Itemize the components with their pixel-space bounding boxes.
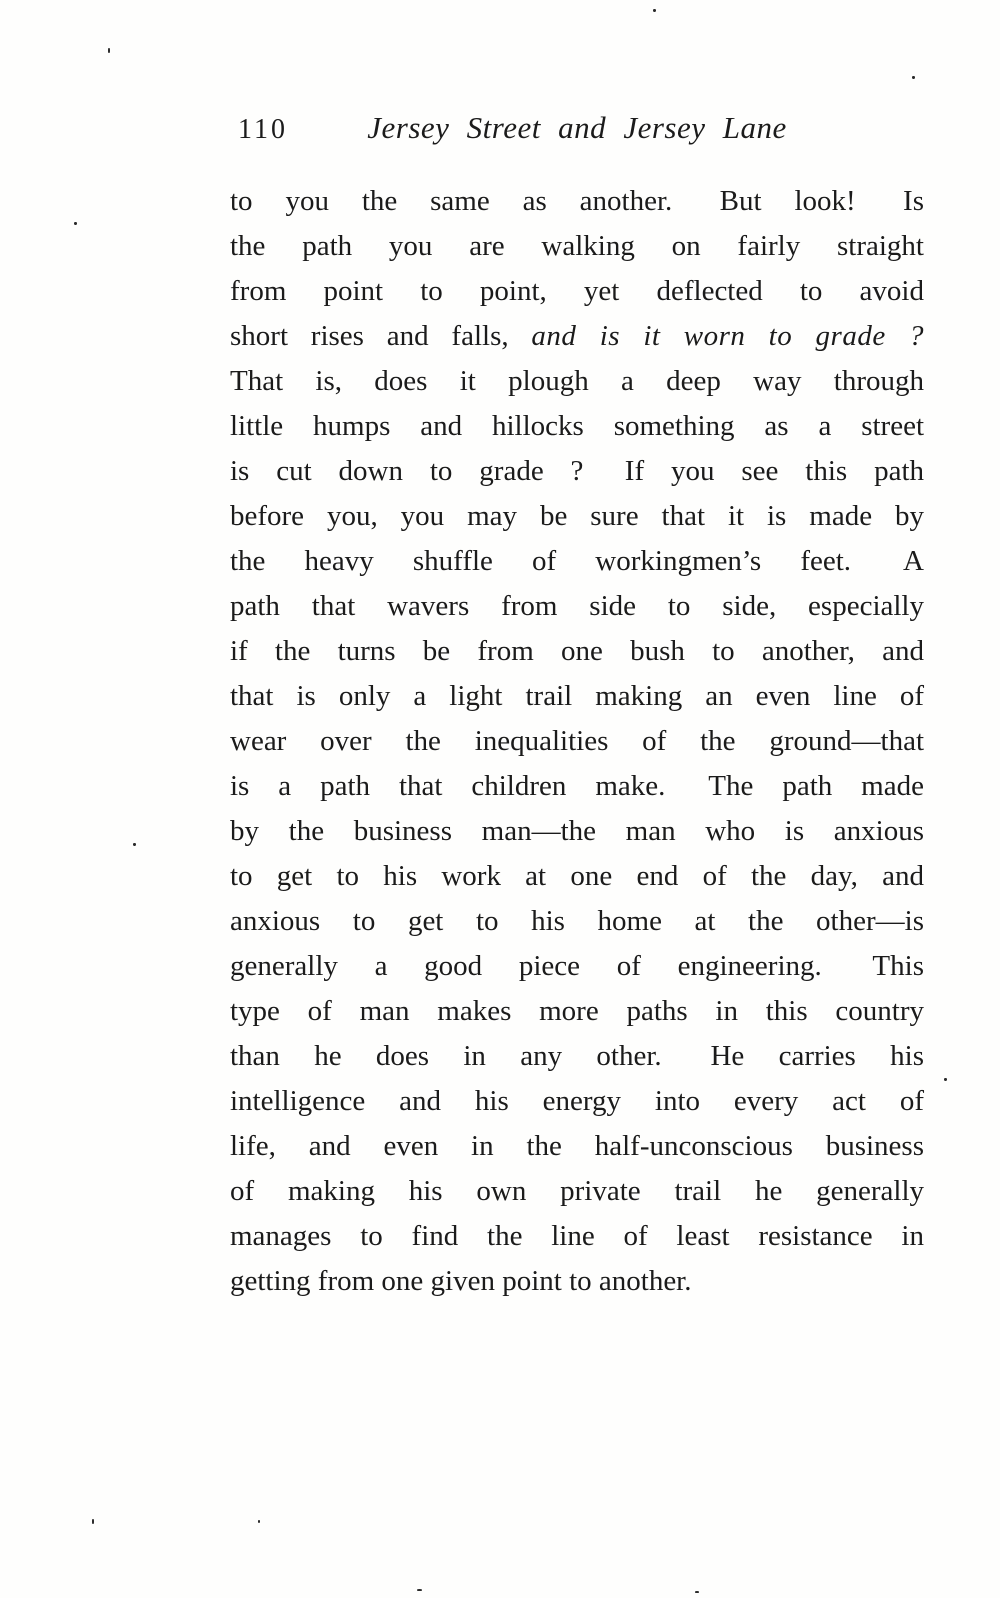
text-line <box>230 539 924 584</box>
scan-speck <box>695 1591 699 1593</box>
text-segment: generally a good piece of engineering. This <box>230 950 924 982</box>
text-segment: if the turns be from one bush to another, and <box>230 635 924 667</box>
text-line <box>230 1169 924 1214</box>
text-segment: is cut down to grade ? If you see this path <box>230 455 924 487</box>
text-line <box>230 584 924 629</box>
text-line <box>230 989 924 1034</box>
text-segment: to you the same as another. But look! Is <box>230 185 924 217</box>
text-segment: from point to point, yet deflected to avoid <box>230 275 924 307</box>
text-line <box>230 224 924 269</box>
text-segment: type of man makes more paths in this country <box>230 995 924 1027</box>
text-segment: the path you are walking on fairly straight <box>230 230 924 262</box>
text-line <box>230 269 924 314</box>
text-line <box>230 764 924 809</box>
text-line <box>230 1259 924 1304</box>
text-line <box>230 179 924 224</box>
text-segment: life, and even in the half-unconscious business <box>230 1130 924 1162</box>
scan-speck <box>92 1519 94 1524</box>
text-line <box>230 674 924 719</box>
text-line <box>230 1214 924 1259</box>
scan-speck <box>133 843 136 846</box>
text-line <box>230 494 924 539</box>
text-segment: That is, does it plough a deep way through <box>230 365 924 397</box>
body-text-block <box>230 179 924 1304</box>
text-line <box>230 1034 924 1079</box>
text-segment: the heavy shuffle of workingmen’s feet. A <box>230 545 924 577</box>
text-line <box>230 899 924 944</box>
text-segment: of making his own private trail he generally <box>230 1175 924 1207</box>
text-segment: than he does in any other. He carries his <box>230 1040 924 1072</box>
scan-speck <box>912 76 915 79</box>
text-line <box>230 404 924 449</box>
scan-speck <box>944 1078 947 1081</box>
text-line <box>230 719 924 764</box>
text-segment: intelligence and his energy into every act of <box>230 1085 924 1117</box>
text-segment: that is only a light trail making an even line of <box>230 680 924 712</box>
scan-speck <box>74 222 77 225</box>
text-segment: anxious to get to his home at the other—is <box>230 905 924 937</box>
scan-speck <box>258 1520 260 1523</box>
text-line <box>230 854 924 899</box>
text-segment: manages to find the line of least resistance in <box>230 1220 924 1252</box>
text-segment: is a path that children make. The path made <box>230 770 924 802</box>
text-line <box>230 314 924 359</box>
text-line <box>230 449 924 494</box>
text-segment: before you, you may be sure that it is made by <box>230 500 924 532</box>
scan-speck <box>653 9 656 12</box>
page-number: 110 <box>238 114 288 145</box>
text-line <box>230 809 924 854</box>
italic-text-segment: and is it worn to grade ? <box>531 320 924 352</box>
text-segment: wear over the inequalities of the ground—that <box>230 725 924 757</box>
text-segment: getting from one given point to another. <box>230 1265 692 1297</box>
text-line <box>230 359 924 404</box>
text-line <box>230 1079 924 1124</box>
scan-speck <box>417 1589 422 1591</box>
text-segment: short rises and falls, <box>230 320 532 352</box>
text-line <box>230 629 924 674</box>
page-header <box>230 110 924 152</box>
scan-speck <box>108 48 110 53</box>
text-segment: to get to his work at one end of the day, and <box>230 860 924 892</box>
text-segment: by the business man—the man who is anxious <box>230 815 924 847</box>
text-segment: little humps and hillocks something as a street <box>230 410 924 442</box>
text-line <box>230 944 924 989</box>
text-line <box>230 1124 924 1169</box>
text-segment: path that wavers from side to side, especially <box>230 590 924 622</box>
running-title: Jersey Street and Jersey Lane <box>367 110 787 145</box>
